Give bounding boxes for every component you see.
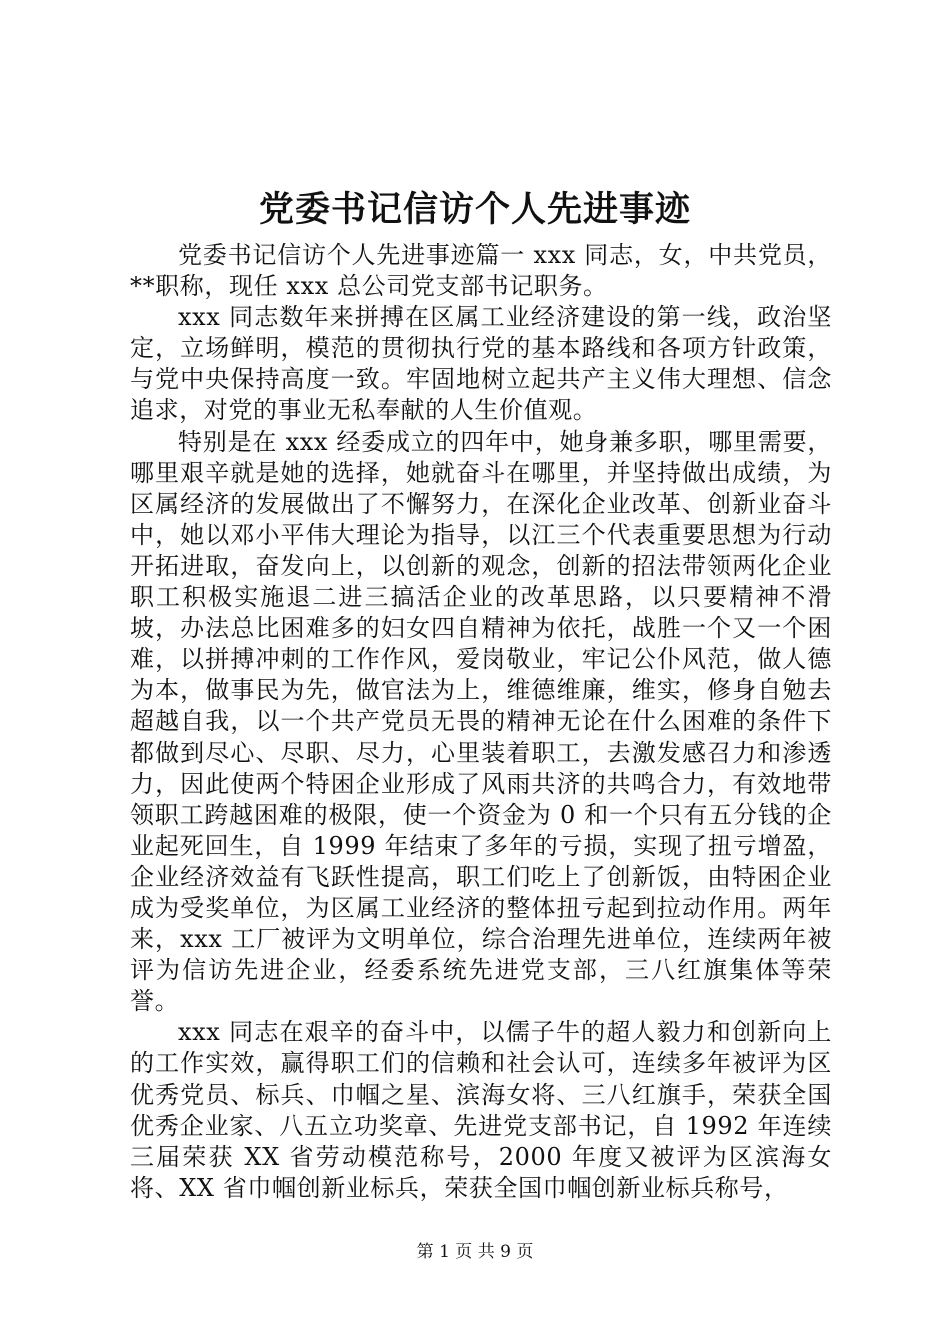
document-body: [130, 240, 832, 1204]
paragraph: xxx 同志在艰辛的奋斗中，以儒子牛的超人毅力和创新向上的工作实效，赢得职工们的信赖和社会认可，连续多年被评为区优秀党员、标兵、巾帼之星、滨海女将、三八红旗手，荣获全国优秀企业家、八五立功奖章、先进党支部书记，自 1992 年连续三届荣获 XX 省劳动模范称号，2000 年度又被评为区滨海女将、XX 省巾帼创新业标兵，荣获全国巾帼创新业标兵称号，: [130, 1018, 832, 1202]
document-title: 党委书记信访个人先进事迹: [258, 189, 691, 230]
paragraph: 特别是在 xxx 经委成立的四年中，她身兼多职，哪里需要，哪里艰辛就是她的选择，她就奋斗在哪里，并坚持做出成绩，为区属经济的发展做出了不懈努力，在深化企业改革、创新业奋斗中，她以邓小平伟大理论为指导，以江三个代表重要思想为行动开拓进取，奋发向上，以创新的观念，创新的招法带领两化企业职工积极实施退二进三搞活企业的改革思路，以只要精神不滑坡，办法总比困难多的妇女四自精神为依托，战胜一个又一个困难，以拼搏冲刺的工作作风，爱岗敬业，牢记公仆风范，做人德为本，做事民为先，做官法为上，维德维廉，维实，修身自勉去超越自我，以一个共产党员无畏的精神无论在什么困难的条件下都做到尽心、尽职、尽力，心里装着职工，去激发感召力和渗透力，因此使两个特困企业形成了风雨共济的共鸣合力，有效地带领职工跨越困难的极限，使一个资金为 0 和一个只有五分钱的企业起死回生，自 1999 年结束了多年的亏损，实现了扭亏增盈，企业经济效益有飞跃性提高，职工们吃上了创新饭，由特困企业成为受奖单位，为区属工业经济的整体扭亏起到拉动作用。两年来，xxx 工厂被评为文明单位，综合治理先进单位，连续两年被评为信访先进企业，经委系统先进党支部，三八红旗集体等荣誉。: [130, 427, 832, 1016]
paragraph: xxx 同志数年来拼搏在区属工业经济建设的第一线，政治坚定，立场鲜明，模范的贯彻执行党的基本路线和各项方针政策，与党中央保持高度一致。牢固地树立起共产主义伟大理想、信念追求，对党的事业无私奉献的人生价值观。: [130, 303, 832, 425]
page-number-footer: 第 1 页 共 9 页: [416, 1242, 534, 1262]
paragraph: 党委书记信访个人先进事迹篇一 xxx 同志，女，中共党员，**职称，现任 xxx 总公司党支部书记职务。: [130, 241, 832, 301]
